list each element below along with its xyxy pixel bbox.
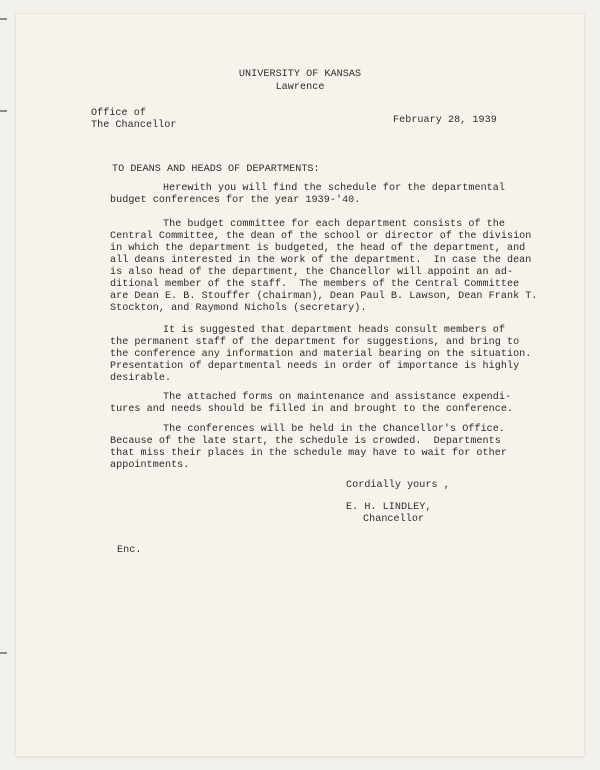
enclosure-note: Enc.: [117, 545, 142, 556]
complimentary-close: Cordially yours ,: [346, 480, 450, 491]
sender-office-line2: The Chancellor: [91, 120, 177, 131]
paragraph-line: The budget committee for each department consists of the: [163, 219, 506, 230]
paragraph-line: the conference any information and material bearing on the situation.: [110, 349, 532, 360]
edge-mark: [0, 110, 7, 112]
paragraph-line: Because of the late start, the schedule is crowded. Departments: [110, 436, 501, 447]
paragraph-line: in which the department is budgeted, the head of the department, and: [110, 243, 526, 254]
paragraph-line: Presentation of departmental needs in order of importance is highly: [110, 361, 520, 372]
paragraph-line: are Dean E. B. Stouffer (chairman), Dean Paul B. Lawson, Dean Frank T.: [110, 291, 538, 302]
paragraph-line: The attached forms on maintenance and assistance expendi-: [163, 392, 512, 403]
paragraph-line: Stockton, and Raymond Nichols (secretary).: [110, 303, 367, 314]
edge-mark: [0, 18, 7, 20]
salutation: TO DEANS AND HEADS OF DEPARTMENTS:: [112, 164, 320, 175]
edge-mark: [0, 652, 7, 654]
signer-title: Chancellor: [363, 514, 425, 525]
paragraph-line: the permanent staff of the department for suggestions, and bring to: [110, 337, 520, 348]
paragraph-line: tures and needs should be filled in and brought to the conference.: [110, 404, 514, 415]
paragraph-line: all deans interested in the work of the department. In case the dean: [110, 255, 532, 266]
paragraph-line: The conferences will be held in the Chancellor's Office.: [163, 424, 506, 435]
letterhead-institution: UNIVERSITY OF KANSAS: [238, 69, 362, 80]
paragraph-line: appointments.: [110, 460, 190, 471]
paragraph-line: desirable.: [110, 373, 172, 384]
paragraph-line: is also head of the department, the Chancellor will appoint an ad-: [110, 267, 514, 278]
paragraph-line: It is suggested that department heads consult members of: [163, 325, 506, 336]
letter-date: February 28, 1939: [393, 115, 497, 126]
paragraph-line: Central Committee, the dean of the school or director of the division: [110, 231, 532, 242]
letterhead-city: Lawrence: [275, 82, 325, 93]
paragraph-line: that miss their places in the schedule may have to wait for other: [110, 448, 507, 459]
paragraph-line: Herewith you will find the schedule for the departmental: [163, 183, 506, 194]
paragraph-line: budget conferences for the year 1939-'40.: [110, 195, 361, 206]
paragraph-line: ditional member of the staff. The members of the Central Committee: [110, 279, 520, 290]
sender-office-line1: Office of: [91, 108, 146, 119]
signer-name: E. H. LINDLEY,: [346, 502, 432, 513]
